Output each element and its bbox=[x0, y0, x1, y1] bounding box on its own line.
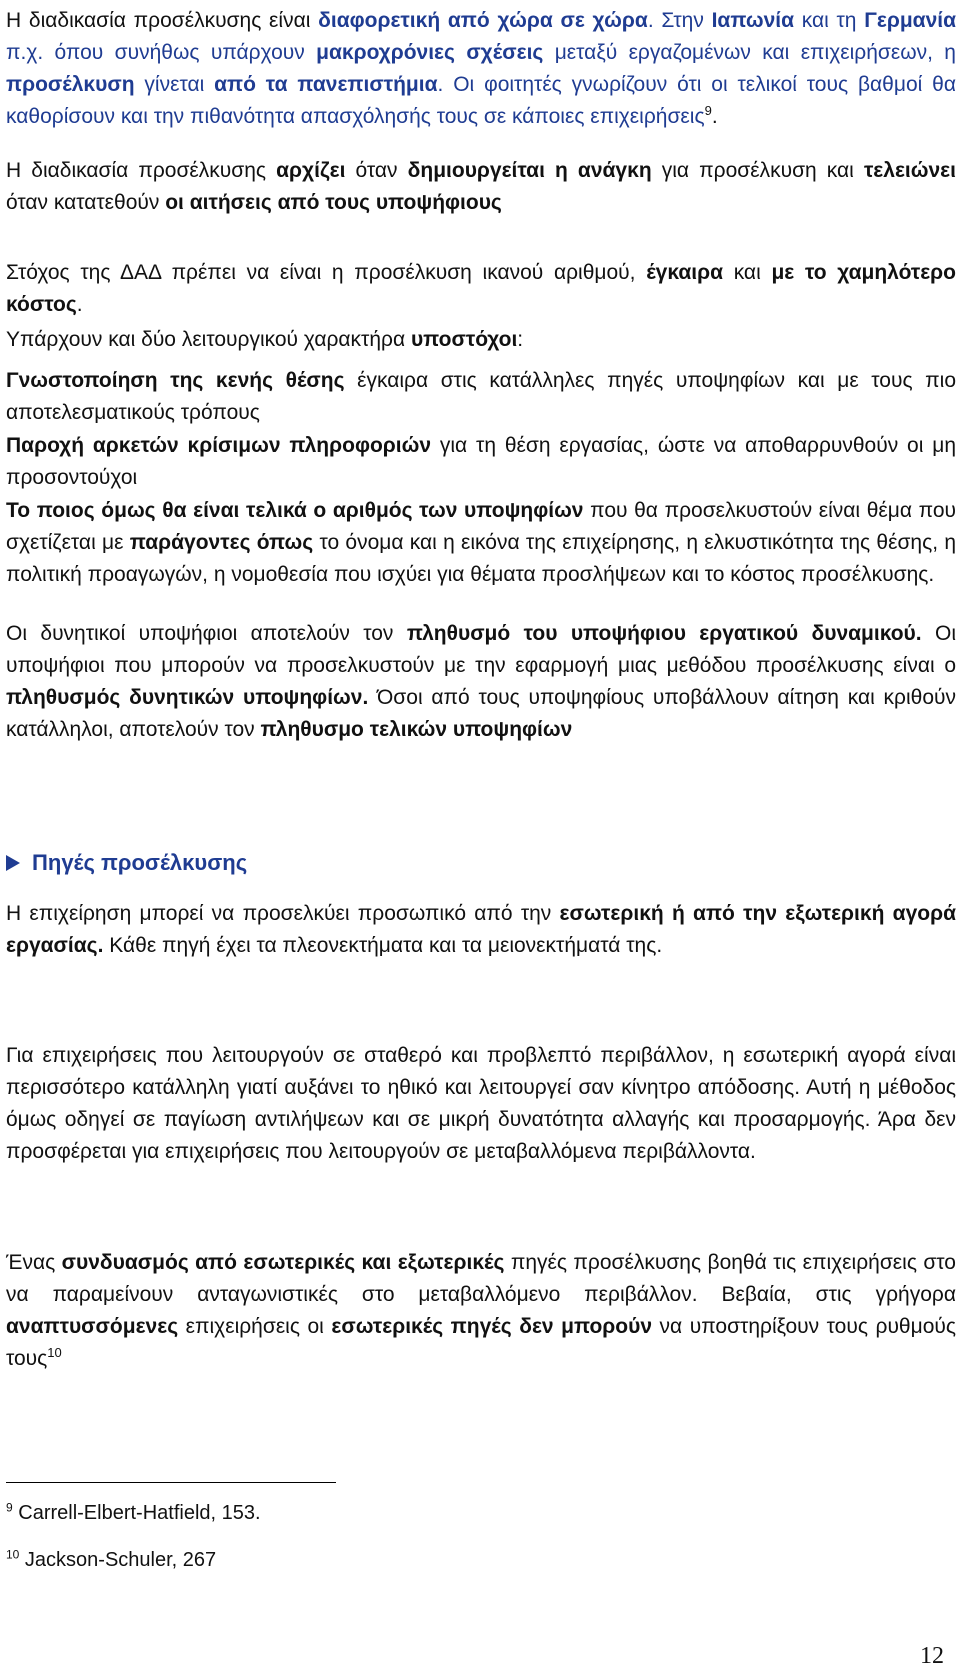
bold-run: Ιαπωνία bbox=[711, 9, 794, 32]
paragraph-subgoals bbox=[6, 324, 956, 356]
section-heading-text: Πηγές προσέλκυσης bbox=[32, 850, 248, 875]
bold-run: αναπτυσσόμενες bbox=[6, 1315, 179, 1338]
bold-run: παράγοντες όπως bbox=[129, 531, 314, 554]
text-run: π.χ. όπου συνήθως υπάρχουν bbox=[6, 41, 317, 64]
text-run: που θα προσελκυστούν είναι θέμα που σχετίζεται με bbox=[6, 499, 956, 554]
text-run: Υπάρχουν και δύο λειτουργικού χαρακτήρα bbox=[6, 328, 411, 351]
text-run: . bbox=[76, 293, 83, 316]
document-page bbox=[6, 0, 956, 1677]
text-run: και τη bbox=[794, 9, 865, 32]
bold-run: δημιουργείται η ανάγκη bbox=[407, 159, 652, 182]
text-run: για τη θέση εργασίας, ώστε να αποθαρρυνθούν οι μη προσοντούχοι bbox=[6, 434, 956, 489]
bold-run: έγκαιρα bbox=[646, 261, 723, 284]
footnote-text: Jackson-Schuler, 267 bbox=[24, 1549, 217, 1571]
bold-run: τελειώνει bbox=[863, 159, 956, 182]
text-run: Όσοι από τους υποψηφίους υποβάλλουν αίτηση και κριθούν κατάλληλοι, αποτελούν τον bbox=[6, 686, 956, 741]
text-run: για προσέλκυση και bbox=[651, 159, 864, 182]
footnote-number: 9 bbox=[6, 1500, 13, 1515]
paragraph-candidate-factors bbox=[6, 495, 956, 591]
bold-run: Παροχή αρκετών κρίσιμων πληροφοριών bbox=[6, 434, 432, 457]
text-run: γίνεται bbox=[134, 73, 215, 96]
text-run: . bbox=[711, 105, 718, 128]
text-run: Ένας bbox=[6, 1251, 62, 1274]
paragraph-goal bbox=[6, 257, 956, 321]
bold-run: προσέλκυση bbox=[6, 73, 135, 96]
footnote-ref: 10 bbox=[47, 1345, 62, 1360]
page-number: 12 bbox=[920, 1643, 944, 1669]
bold-run: μακροχρόνιες σχέσεις bbox=[316, 41, 544, 64]
footnote-number: 10 bbox=[6, 1547, 20, 1562]
bold-run: πληθυσμός δυνητικών υποψηφίων. bbox=[6, 686, 369, 709]
text-run: Για επιχειρήσεις που λειτουργούν σε σταθερό και προβλεπτό περιβάλλον, η εσωτερική αγορά είναι περισσότερο κατάλληλη γιατί αυξάνει το ηθικό και λειτουργεί σαν κίνητρο απόδοσης. Αυτή η μέθοδος όμως οδηγεί σε παγίωση αντιλήψεων και σε μικρή δυνατότητα αλλαγής και προσαρμογής. Άρα δεν προσφέρεται για επιχειρήσεις που λειτουργούν σε μεταβαλλόμενα περιβάλλοντα. bbox=[6, 1044, 956, 1163]
text-run: Οι υποψήφιοι που μπορούν να προσελκυστούν με την εφαρμογή μιας μεθόδου προσέλκυσης είναι ο bbox=[6, 622, 957, 677]
paragraph-subgoal-notification bbox=[6, 365, 956, 429]
text-run: όταν bbox=[345, 159, 408, 182]
text-run: πηγές προσέλκυσης βοηθά τις επιχειρήσεις στο να παραμείνουν ανταγωνιστικές στο μεταβαλλόμενο περιβάλλον. Βεβαία, στις γρήγορα bbox=[6, 1251, 956, 1306]
footnote-text: Carrell-Elbert-Hatfield, 153. bbox=[18, 1502, 261, 1524]
bold-run: από τα πανεπιστήμια bbox=[214, 73, 438, 96]
bold-run: Το ποιος όμως θα είναι τελικά ο αριθμός των υποψηφίων bbox=[6, 499, 584, 522]
paragraph-combination bbox=[6, 1247, 956, 1375]
bold-run: υποστόχοι bbox=[410, 328, 518, 351]
text-run: Η διαδικασία προσέλκυσης bbox=[6, 159, 277, 182]
text-run: επιχειρήσεις οι bbox=[178, 1315, 332, 1338]
section-heading bbox=[6, 847, 247, 879]
paragraph-subgoal-information bbox=[6, 430, 956, 494]
bold-run: διαφορετική από χώρα σε χώρα bbox=[318, 9, 648, 32]
text-run: Η επιχείρηση μπορεί να προσελκύει προσωπικό από την bbox=[6, 902, 560, 925]
bold-run: Γερμανία bbox=[864, 9, 956, 32]
text-run: όταν κατατεθούν bbox=[6, 191, 166, 214]
paragraph-internal-external-market bbox=[6, 898, 956, 962]
bold-run: εσωτερικές πηγές δεν μπορούν bbox=[331, 1315, 653, 1338]
triangle-bullet-icon bbox=[6, 855, 20, 871]
paragraph-recruitment-by-country bbox=[6, 5, 956, 133]
footnote-ref: 9 bbox=[704, 103, 712, 118]
text-run: Οι δυνητικοί υποψήφιοι αποτελούν τον bbox=[6, 622, 407, 645]
text-run: να υποστηρίξουν τους ρυθμούς τους bbox=[6, 1315, 956, 1370]
bold-run: οι αιτήσεις από τους υποψήφιους bbox=[165, 191, 502, 214]
bold-run: Γνωστοποίηση της κενής θέσης bbox=[6, 369, 345, 392]
text-run: Στόχος της ΔΑΔ πρέπει να είναι η προσέλκυση ικανού αριθμού, bbox=[6, 261, 647, 284]
paragraph-process-start-end bbox=[6, 155, 956, 219]
footnote-10 bbox=[6, 1547, 216, 1573]
paragraph-candidate-populations bbox=[6, 618, 956, 746]
bold-run: συνδυασμός από εσωτερικές και εξωτερικές bbox=[61, 1251, 505, 1274]
bold-run: εσωτερική ή από την εξωτερική αγορά εργασίας. bbox=[6, 902, 956, 957]
text-run: έγκαιρα στις κατάλληλες πηγές υποψηφίων και με τους πιο αποτελεσματικούς τρόπους bbox=[6, 369, 957, 424]
paragraph-internal-market bbox=[6, 1040, 956, 1168]
text-run: Η διαδικασία προσέλκυσης είναι bbox=[6, 9, 319, 32]
bold-run: αρχίζει bbox=[276, 159, 346, 182]
text-run: μεταξύ εργαζομένων και επιχειρήσεων, η bbox=[543, 41, 956, 64]
text-run: Κάθε πηγή έχει τα πλεονεκτήματα και τα μειονεκτήματά της. bbox=[103, 934, 663, 957]
text-run: . Οι φοιτητές γνωρίζουν ότι οι τελικοί τους βαθμοί θα καθορίσουν και την πιθανότητα απασχόλησής τους σε κάποιες επιχειρήσεις bbox=[6, 73, 956, 128]
text-run: . Στην bbox=[647, 9, 712, 32]
text-run: και bbox=[723, 261, 772, 284]
text-run: το όνομα και η εικόνα της επιχείρησης, η ελκυστικότητα της θέσης, η πολιτική προαγωγών, η νομοθεσία που ισχύει για θέματα προσλήψεων και το κόστος προσέλκυσης. bbox=[6, 531, 956, 586]
footnote-9 bbox=[6, 1500, 261, 1526]
bold-run: πληθυσμό του υποψήφιου εργατικού δυναμικού. bbox=[406, 622, 922, 645]
footnote-separator bbox=[6, 1482, 336, 1483]
bold-run: με το χαμηλότερο κόστος bbox=[6, 261, 956, 316]
text-run: : bbox=[517, 328, 524, 351]
bold-run: πληθυσμο τελικών υποψηφίων bbox=[260, 718, 573, 741]
